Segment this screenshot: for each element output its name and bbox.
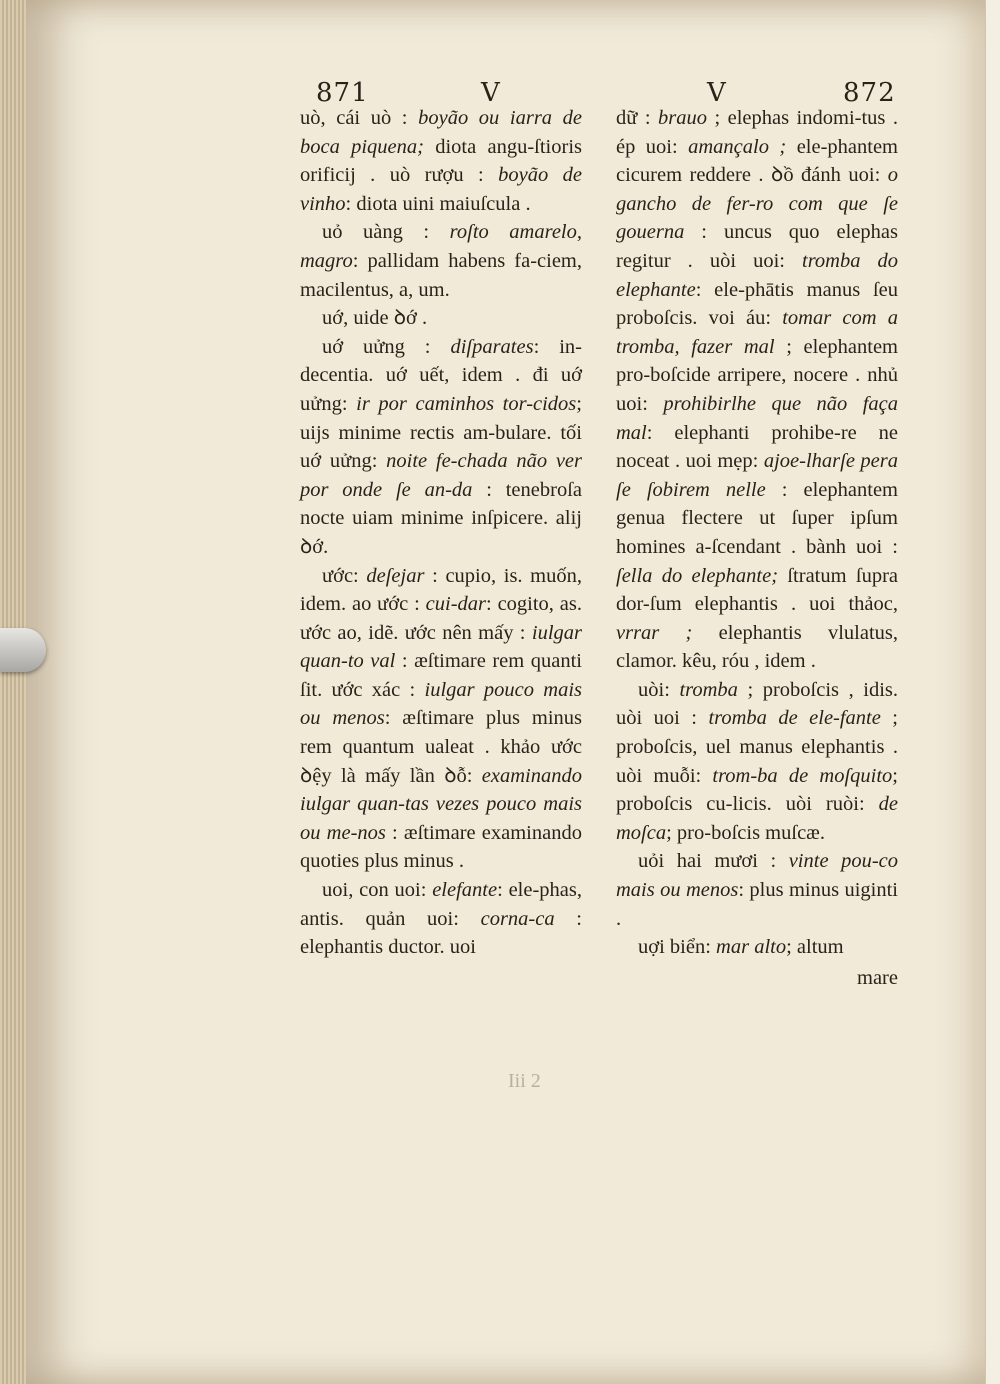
dictionary-entry xyxy=(616,964,898,993)
portuguese-gloss: ſella do elephante; xyxy=(616,564,779,587)
left-column-text xyxy=(300,104,582,962)
entry-text: : æſtimare plus minus rem quantum ualeat . khảo ước ꝺệy là mấy lần ꝺỗ: xyxy=(300,707,582,787)
portuguese-gloss: o gancho de fer-ro com que ſe gouerna xyxy=(616,164,898,244)
entry-text: diota angu-ſtioris orificij . uò rượu : xyxy=(300,135,582,187)
portuguese-gloss: vinte pou-co mais ou menos xyxy=(616,850,899,902)
entry-text: : cogito, as. ước ao, idẽ. ước nên mấy : xyxy=(300,593,582,644)
signature-mark: Iii 2 xyxy=(508,1070,541,1092)
portuguese-gloss: de moſca xyxy=(616,793,898,844)
entry-text: : elephantis ductor. uoi xyxy=(300,907,582,959)
dictionary-entry xyxy=(616,104,898,676)
right-page-number: 872 xyxy=(843,78,896,108)
right-column-text xyxy=(616,104,898,992)
entry-text: : cupio, is. muốn, idem. ao ước : xyxy=(300,564,583,616)
portuguese-gloss: noite fe-chada não ver por onde ſe an-da xyxy=(300,450,582,501)
portuguese-gloss: boyão de vinho xyxy=(300,164,582,215)
portuguese-gloss: examinando iulgar quan-tas vezes pouco mais ou me-nos xyxy=(300,764,582,844)
entry-text: mare xyxy=(857,966,898,989)
entry-text: uớ, uide ꝺớ . xyxy=(322,307,428,330)
entry-text: ; pro-boſcis muſcæ. xyxy=(666,821,825,844)
entry-text: : diota uini maiuſcula . xyxy=(345,192,531,215)
portuguese-gloss: tromba do elephante xyxy=(616,249,899,301)
dictionary-entry xyxy=(300,304,582,333)
entry-text: uớ uửng : xyxy=(322,335,451,358)
entry-text: : ele-phātis manus ſeu proboſcis. voi áu: xyxy=(616,278,898,330)
portuguese-gloss: corna-ca xyxy=(480,907,555,930)
portuguese-gloss: tomar com a tromba, fazer mal xyxy=(616,307,898,358)
entry-text: ; proboſcis , idis. uòi uoi : xyxy=(616,678,898,730)
left-page-number: 871 xyxy=(316,78,369,108)
left-running-letter: V xyxy=(481,78,501,108)
entry-text: uoi, con uoi: xyxy=(322,879,433,902)
dictionary-entry xyxy=(300,876,582,962)
right-running-letter: V xyxy=(707,78,727,108)
portuguese-gloss: diſparates xyxy=(450,335,534,358)
entry-text: ; proboſcis, uel manus elephantis . uòi muỗi: xyxy=(616,707,899,787)
dictionary-entry xyxy=(616,847,898,933)
entry-text: dữ : xyxy=(616,107,658,129)
portuguese-gloss: iulgar pouco mais ou menos xyxy=(300,678,582,730)
portuguese-gloss: ajoe-lharſe pera ſe ſobirem nelle xyxy=(616,450,898,501)
entry-text: ước: xyxy=(322,564,367,587)
entry-text: : ele-phas, antis. quản uoi: xyxy=(300,879,583,930)
portuguese-gloss: amançalo ; xyxy=(688,135,787,158)
entry-text: ele-phantem cicurem reddere . ꝺồ đánh uoi: xyxy=(616,135,898,187)
entry-text: elephantis vlulatus, clamor. kêu, róu , idem . xyxy=(616,621,898,673)
portuguese-gloss: brauo xyxy=(658,107,707,129)
portuguese-gloss: mar alto xyxy=(716,936,787,959)
portuguese-gloss: roſto amarelo, magro xyxy=(300,221,582,272)
dictionary-entry xyxy=(300,562,582,877)
entry-text: : elephanti prohibe-re ne noceat . uoi mẹp: xyxy=(616,421,898,473)
portuguese-gloss: tromba de ele-fante xyxy=(708,707,881,730)
portuguese-gloss: iulgar quan-to val xyxy=(300,621,582,673)
entry-text: : tenebroſa nocte uiam minime inſpicere. alij ꝺớ. xyxy=(300,478,582,558)
entry-text: ſtratum ſupra dor-ſum elephantis . uoi thảoc, xyxy=(616,564,898,616)
portuguese-gloss: ir por caminhos tor-cidos xyxy=(356,392,577,415)
entry-text: uỏi hai mươi : xyxy=(638,850,789,873)
dictionary-entry xyxy=(616,676,898,848)
next-page-edge xyxy=(985,0,1000,1384)
portuguese-gloss: deſejar xyxy=(366,564,425,587)
portuguese-gloss: tromba xyxy=(679,678,738,701)
entry-text: ; elephas indomi-tus . ép uoi: xyxy=(616,107,898,158)
entry-text: : uncus quo elephas regitur . uòi uoi: xyxy=(616,221,898,272)
entry-text: : elephantem genua flectere ut ſuper ipſum homines a-ſcendant . bành uoi : xyxy=(616,478,898,558)
entry-text: : plus minus uiginti . xyxy=(616,879,898,930)
entry-text: ; uijs minime rectis am-bulare. tối uớ uửng: xyxy=(300,392,582,473)
dictionary-entry xyxy=(300,104,582,218)
portuguese-gloss: cui-dar xyxy=(425,593,487,616)
dictionary-entry xyxy=(616,933,898,962)
page-edge xyxy=(0,0,26,1384)
entry-text: : pallidam habens fa-ciem, macilentus, a, um. xyxy=(300,249,582,301)
dictionary-entry xyxy=(300,218,582,304)
portuguese-gloss: trom-ba de moſquito xyxy=(712,764,893,787)
entry-text: : æſtimare rem quanti ſit. ước xác : xyxy=(300,650,582,701)
portuguese-gloss: boyão ou iarra de boca piquena; xyxy=(300,107,582,158)
entry-text: : æſtimare examinando quoties plus minus . xyxy=(300,821,582,873)
portuguese-gloss: prohibirlhe que não faça mal xyxy=(616,392,898,444)
entry-text: uòi: xyxy=(638,678,680,701)
portuguese-gloss: vrrar ; xyxy=(616,621,693,644)
dictionary-entry xyxy=(300,333,582,562)
entry-text: uò, cái uò : xyxy=(300,107,419,129)
entry-text: uợi biển: xyxy=(638,936,717,959)
entry-text: ; altum xyxy=(786,936,844,959)
entry-text: ; proboſcis cu-licis. uòi ruòi: xyxy=(616,764,898,816)
entry-text: uỏ uàng : xyxy=(322,221,450,244)
entry-text: ; elephantem pro-boſcide arripere, nocere . nhủ uoi: xyxy=(616,335,898,415)
portuguese-gloss: elefante xyxy=(432,879,498,902)
page-clip xyxy=(0,628,46,672)
entry-text: : in-decentia. uớ uết, idem . đi uớ uửng: xyxy=(300,335,582,415)
